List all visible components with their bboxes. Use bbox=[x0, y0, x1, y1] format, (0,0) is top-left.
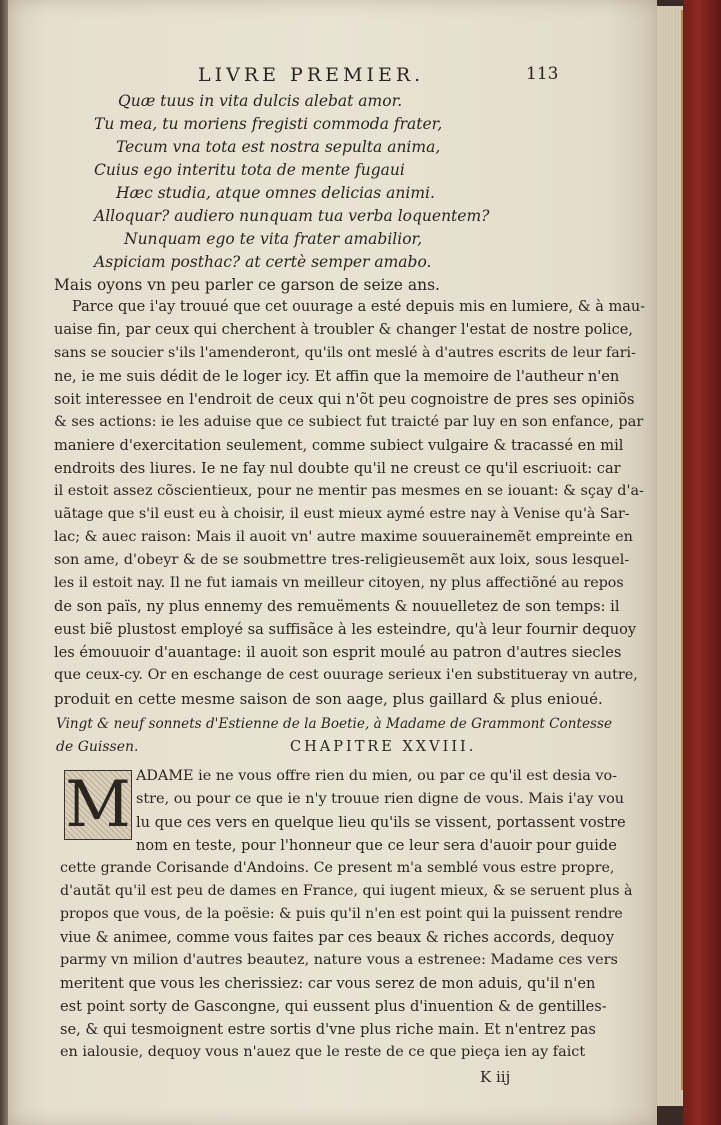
poem-line: Tu mea, tu moriens fregisti commoda frater, bbox=[94, 115, 443, 133]
body-line: produit en cette mesme saison de son aage, plus gaillard & plus enioué. bbox=[54, 690, 603, 708]
initial-letter: M bbox=[65, 768, 131, 842]
decorated-initial bbox=[64, 770, 132, 840]
poem-line: Nunquam ego te vita frater amabilior, bbox=[124, 230, 423, 248]
body-line: lac; & auec raison: Mais il auoit vn' autre maxime souuerainemẽt empreinte en bbox=[54, 529, 633, 545]
poem-line: Tecum vna tota est nostra sepulta anima, bbox=[116, 138, 441, 156]
body-line: Parce que i'ay trouué que cet ouurage a esté depuis mis en lumiere, & à mau- bbox=[72, 299, 646, 315]
body-line: & ses actions: ie les aduise que ce subiect fut traicté par luy en son enfance, par bbox=[54, 414, 644, 430]
chapter-line: propos que vous, de la poësie: & puis qu'il n'en est point qui la puissent rendre bbox=[60, 906, 623, 922]
page-leaves bbox=[657, 6, 683, 1106]
body-line: les émouuoir d'auantage: il auoit son esprit moulé au patron d'autres siecles bbox=[54, 644, 622, 661]
chapter-line: ADAME ie ne vous offre rien du mien, ou par ce qu'il est desia vo- bbox=[136, 768, 618, 784]
chapter-line: stre, ou pour ce que ie n'y trouue rien digne de vous. Mais i'ay vou bbox=[136, 791, 625, 807]
signature-mark: K iij bbox=[480, 1068, 511, 1086]
chapter-line: en ialousie, dequoy vous n'auez que le reste de ce que pieça ien ay faict bbox=[60, 1044, 586, 1060]
body-line: soit interessee en l'endroit de ceux qui n'õt peu cognoistre de pres ses opiniõs bbox=[54, 391, 635, 408]
chapter-line: viue & animee, comme vous faites par ces beaux & riches accords, dequoy bbox=[60, 929, 615, 946]
body-line: eust biẽ plustost employé sa suffisãce à les esteindre, qu'à leur fournir dequoy bbox=[54, 621, 637, 638]
running-head: LIVRE PREMIER. bbox=[198, 64, 425, 86]
chapter-number: CHAPITRE XXVIII. bbox=[290, 739, 477, 755]
chapter-line: nom en teste, pour l'honneur que ce leur sera d'auoir pour guide bbox=[136, 837, 617, 854]
chapter-title-line: Vingt & neuf sonnets d'Estienne de la Boetie, à Madame de Grammont Contesse bbox=[56, 716, 612, 732]
body-line: sans se soucier s'ils l'amenderont, qu'ils ont meslé à d'autres escrits de leur fari- bbox=[54, 345, 636, 361]
page-header bbox=[8, 64, 660, 88]
body-line: de son païs, ny plus ennemy des remuëments & nouuelletez de son temps: il bbox=[54, 598, 620, 615]
body-line: son ame, d'obeyr & de se soubmettre tres-religieusemẽt aux loix, sous lesquel- bbox=[54, 552, 630, 568]
poem-line: Alloquar? audiero nunquam tua verba loquentem? bbox=[94, 207, 490, 225]
page-number: 113 bbox=[526, 64, 559, 84]
book-edge bbox=[657, 0, 721, 1125]
body-line: les il estoit nay. Il ne fut iamais vn meilleur citoyen, ny plus affectiõné au repos bbox=[54, 575, 624, 591]
chapter-line: parmy vn milion d'autres beautez, nature vous a estrenee: Madame ces vers bbox=[60, 952, 618, 968]
chapter-line: lu que ces vers en quelque lieu qu'ils se vissent, portassent vostre bbox=[136, 814, 626, 831]
body-line: maniere d'exercitation seulement, comme subiect vulgaire & tracassé en mil bbox=[54, 437, 624, 454]
poem-line: Quæ tuus in vita dulcis alebat amor. bbox=[118, 92, 403, 110]
body-line: uaise fin, par ceux qui cherchent à troubler & changer l'estat de nostre police, bbox=[54, 322, 633, 338]
body-line: ne, ie me suis dédit de le loger icy. Et affin que la memoire de l'autheur n'en bbox=[54, 368, 620, 385]
poem-line: Cuius ego interitu tota de mente fugaui bbox=[94, 161, 405, 179]
chapter-line: meritent que vous les cherissiez: car vous serez de mon aduis, qu'il n'en bbox=[60, 975, 596, 992]
chapter-line: cette grande Corisande d'Andoins. Ce present m'a semblé vous estre propre, bbox=[60, 860, 615, 876]
poem-line: Hæc studia, atque omnes delicias animi. bbox=[116, 184, 435, 202]
poem-line: Aspiciam posthac? at certè semper amabo. bbox=[94, 253, 432, 271]
body-line: endroits des liures. Ie ne fay nul doubte qu'il ne creust ce qu'il escriuoit: car bbox=[54, 460, 621, 477]
book-cover bbox=[683, 0, 721, 1125]
chapter-title-line: de Guissen. bbox=[56, 739, 139, 755]
body-line: il estoit assez cõscientieux, pour ne mentir pas mesmes en se iouant: & sçay d'a- bbox=[54, 483, 644, 499]
body-line: Mais oyons vn peu parler ce garson de seize ans. bbox=[54, 276, 440, 294]
chapter-line: est point sorty de Gascongne, qui eussent plus d'inuention & de gentilles- bbox=[60, 998, 607, 1015]
body-line: que ceux-cy. Or en eschange de cest ouurage serieux i'en substitueray vn autre, bbox=[54, 667, 638, 683]
chapter-line: se, & qui tesmoignent estre sortis d'vne plus riche main. Et n'entrez pas bbox=[60, 1021, 596, 1038]
chapter-line: d'autãt qu'il est peu de dames en France, qui iugent mieux, & se seruent plus à bbox=[60, 883, 633, 899]
body-line: uãtage que s'il eust eu à choisir, il eust mieux aymé estre nay à Venise qu'à Sar- bbox=[54, 506, 630, 522]
